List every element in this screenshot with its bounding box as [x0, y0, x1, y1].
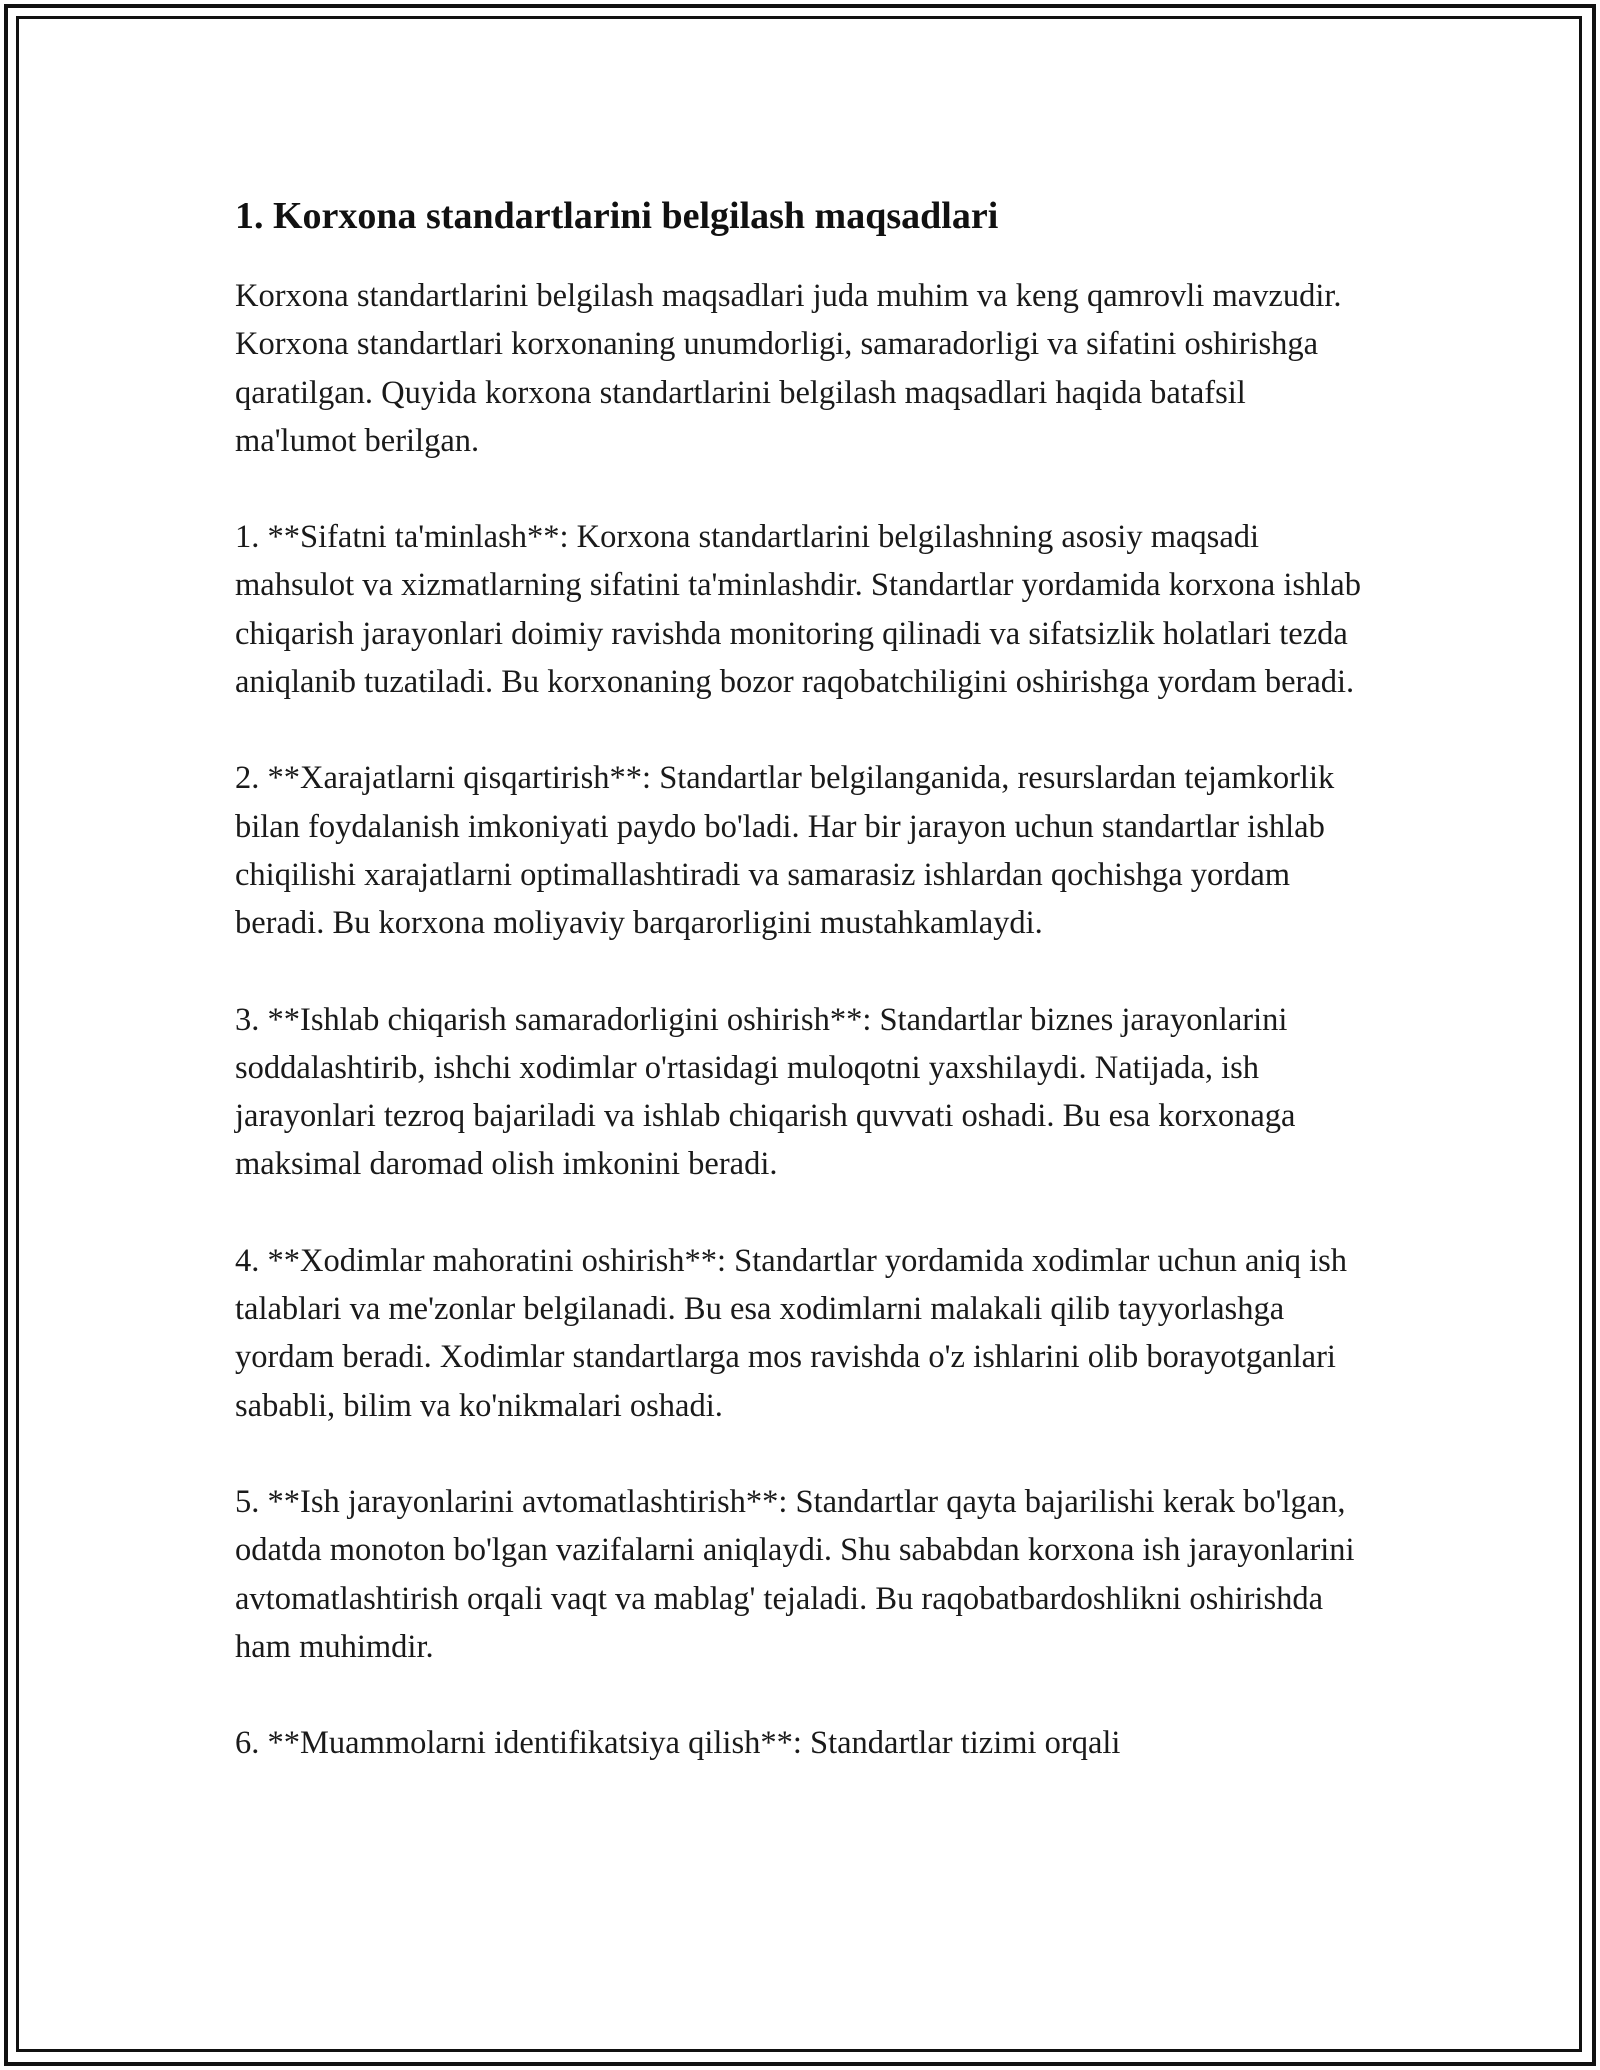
paragraph-quality: 1. **Sifatni ta'minlash**: Korxona standartlarini belgilashning asosiy maqsadi mahsulot va xizmatlarning sifatini ta'minlashdir. Standartlar yordamida korxona ishlab chiqarish jarayonlari doimiy ravishda monitoring qilinadi va sifatsizlik holatlari tezda aniqlanib tuzatiladi. Bu korxonaning bozor raqobatchiligini oshirishga yordam beradi.	[235, 519, 1361, 701]
paragraph-automation: 5. **Ish jarayonlarini avtomatlashtirish**: Standartlar qayta bajarilishi kerak bo'lgan, odatda monoton bo'lgan vazifalarni aniqlaydi. Shu sababdan korxona ish jarayonlarini avtomatlashtirish orqali vaqt va mablag' tejaladi. Bu raqobatbardoshlikni oshirishda ham muhimdir.	[235, 1483, 1355, 1665]
paragraph-problem-identification: 6. **Muammolarni identifikatsiya qilish**: Standartlar tizimi orqali	[235, 1725, 1121, 1762]
paragraph-efficiency: 3. **Ishlab chiqarish samaradorligini oshirish**: Standartlar biznes jarayonlarini soddalashtirib, ishchi xodimlar o'rtasidagi muloqotni yaxshilaydi. Natijada, ish jarayonlari tezroq bajariladi va ishlab chiqarish quvvati oshadi. Bu esa korxonaga maksimal daromad olish imkonini beradi.	[235, 1001, 1296, 1183]
document-body	[235, 190, 1370, 1815]
intro-paragraph: Korxona standartlarini belgilash maqsadlari juda muhim va keng qamrovli mavzudir. Korxona standartlari korxonaning unumdorligi, samaradorligi va sifatini oshirishga qaratilgan. Quyida korxona standartlarini belgilash maqsadlari haqida batafsil ma'lumot berilgan.	[235, 278, 1342, 459]
document-title: 1. Korxona standartlarini belgilash maqsadlari	[235, 195, 999, 237]
paragraph-staff-skills: 4. **Xodimlar mahoratini oshirish**: Standartlar yordamida xodimlar uchun aniq ish talablari va me'zonlar belgilanadi. Bu esa xodimlarni malakali qilib tayyorlashga yordam beradi. Xodimlar standartlarga mos ravishda o'z ishlarini olib borayotganlari sababli, bilim va ko'nikmalari oshadi.	[235, 1242, 1348, 1424]
paragraph-costs: 2. **Xarajatlarni qisqartirish**: Standartlar belgilanganida, resurslardan tejamkorlik bilan foydalanish imkoniyati paydo bo'ladi. Har bir jarayon uchun standartlar ishlab chiqilishi xarajatlarni optimallashtiradi va samarasiz ishlardan qochishga yordam beradi. Bu korxona moliyaviy barqarorligini mustahkamlaydi.	[235, 760, 1335, 942]
